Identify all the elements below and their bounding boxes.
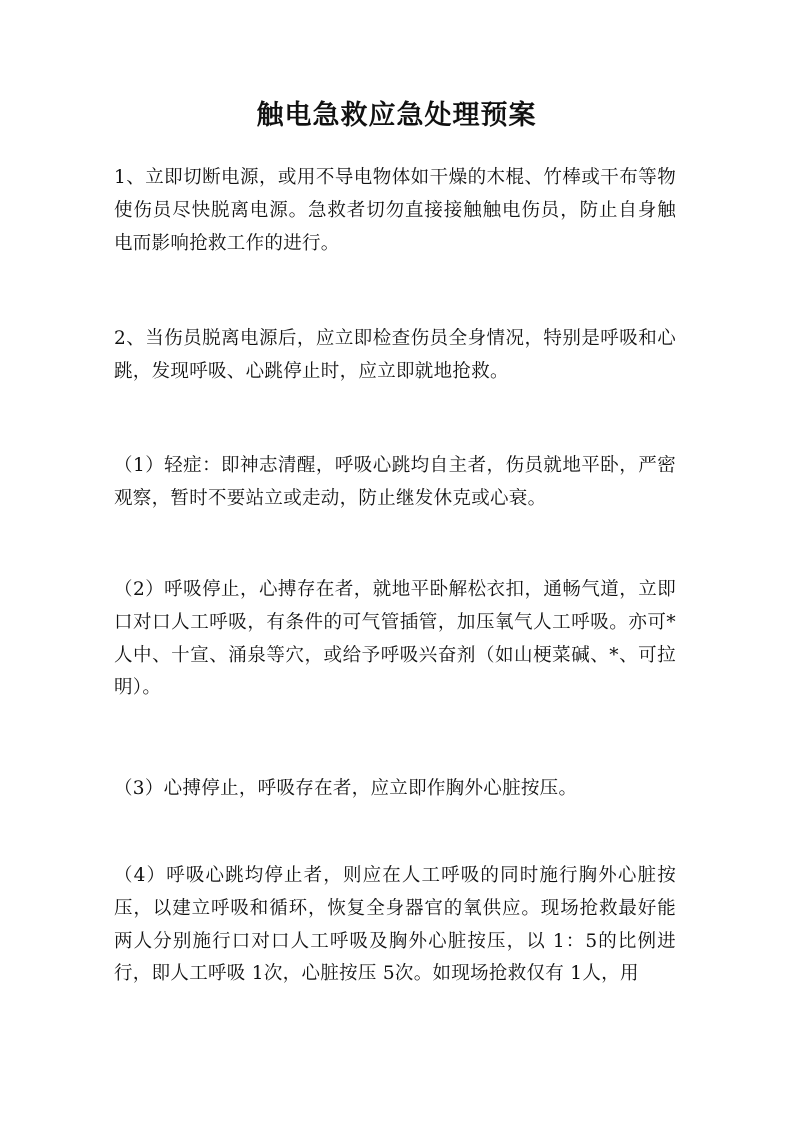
paragraph-4: （2）呼吸停止，心搏存在者，就地平卧解松衣扣，通畅气道，立即口对口人工呼吸，有条件的可气管插管，加压氧气人工呼吸。亦可*人中、十宣、涌泉等穴，或给予呼吸兴奋剂（如山梗菜碱、*、可拉明）。 (114, 579, 676, 699)
paragraph-1: 1、立即切断电源，或用不导电物体如干燥的木棍、竹棒或干布等物使伤员尽快脱离电源。急救者切勿直接接触触电伤员，防止自身触电而影响抢救工作的进行。 (114, 167, 676, 254)
document-title: 触电急救应急处理预案 (256, 100, 537, 131)
paragraph-6: （4）呼吸心跳均停止者，则应在人工呼吸的同时施行胸外心脏按压，以建立呼吸和循环，恢复全身器官的氧供应。现场抢救最好能两人分别施行口对口人工呼吸及胸外心脏按压，以 1：5的比例进行，即人工呼吸 1次，心脏按压 5次。如现场抢救仅有 1人，用 (114, 865, 676, 985)
paragraph-3: （1）轻症：即神志清醒，呼吸心跳均自主者，伤员就地平卧，严密观察，暂时不要站立或走动，防止继发休克或心衰。 (114, 455, 676, 509)
paragraph-2: 2、当伤员脱离电源后，应立即检查伤员全身情况，特别是呼吸和心跳，发现呼吸、心跳停止时，应立即就地抢救。 (114, 328, 676, 382)
paragraph-5: （3）心搏停止，呼吸存在者，应立即作胸外心脏按压。 (114, 778, 578, 799)
